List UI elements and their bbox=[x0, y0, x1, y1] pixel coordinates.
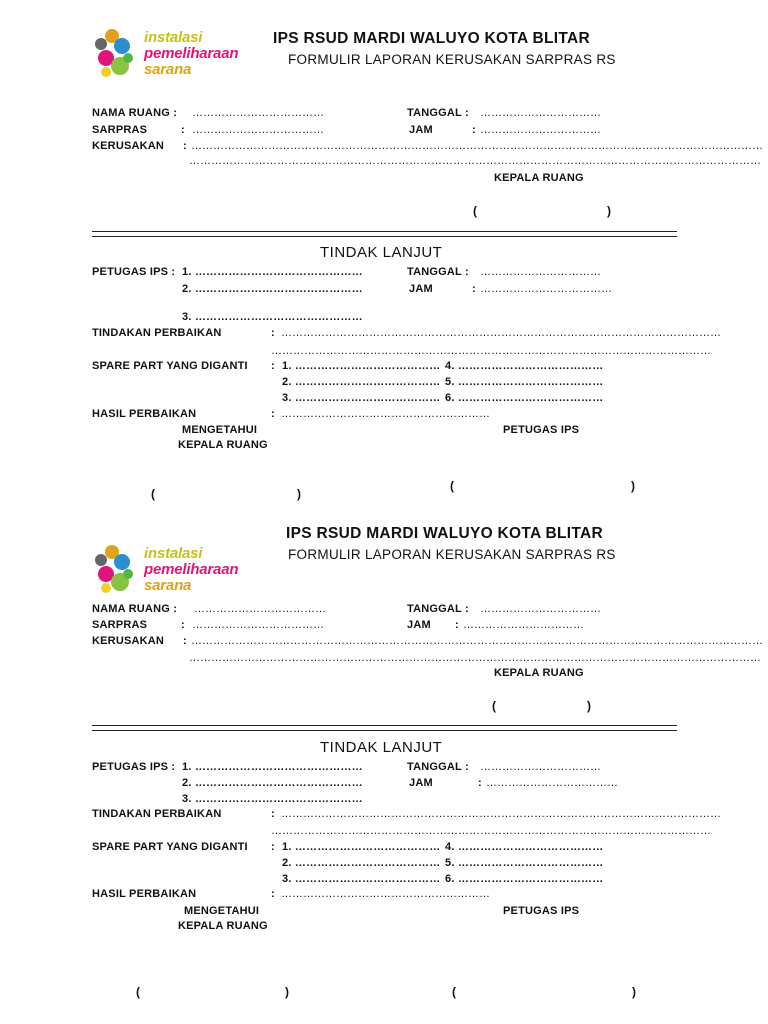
petugas-1-field[interactable]: 1. ……………………………………… bbox=[182, 266, 363, 278]
spare-part-label: SPARE PART YANG DIGANTI bbox=[92, 360, 248, 372]
logo-wordmark bbox=[144, 30, 238, 78]
spare-part-5-field[interactable]: 5. ………………………………… bbox=[445, 376, 604, 388]
tindakan-field-1[interactable]: ………………………………………………………………………………………………………… bbox=[281, 808, 721, 820]
header-title: IPS RSUD MARDI WALUYO KOTA BLITAR bbox=[273, 30, 591, 47]
spare-part-1-field[interactable]: 1. ………………………………… bbox=[282, 360, 441, 372]
petugas-signature-open-paren: ( bbox=[452, 985, 456, 999]
petugas-signature-open-paren: ( bbox=[450, 479, 454, 493]
tindakan-label: TINDAKAN PERBAIKAN bbox=[92, 808, 222, 820]
tl-tanggal-field[interactable]: …………………………… bbox=[480, 266, 601, 278]
kerusakan-colon: : bbox=[183, 140, 187, 152]
sarpras-label: SARPRAS bbox=[92, 124, 148, 136]
hospital-logo bbox=[92, 538, 252, 608]
petugas-ips-signer-label: PETUGAS IPS bbox=[503, 905, 580, 917]
spare-part-2-field[interactable]: 2. ………………………………… bbox=[282, 376, 441, 388]
spare-part-3-field[interactable]: 3. ………………………………… bbox=[282, 873, 441, 885]
spare-part-4-field[interactable]: 4. ………………………………… bbox=[445, 360, 604, 372]
sarpras-field[interactable]: ……………………………… bbox=[192, 619, 324, 631]
kepala-signature-open-paren: ( bbox=[151, 487, 155, 501]
petugas-3-field[interactable]: 3. ……………………………………… bbox=[182, 311, 363, 323]
logo-line-3: sarana bbox=[144, 577, 192, 594]
signature-open-paren: ( bbox=[492, 699, 496, 713]
spare-part-colon: : bbox=[271, 841, 275, 853]
kepala-ruang-signer-label: KEPALA RUANG bbox=[178, 439, 268, 451]
kerusakan-field-1[interactable]: ………………………………………………………………………………………………………………………………………… bbox=[191, 635, 763, 647]
tl-jam-label: JAM bbox=[409, 777, 433, 789]
kerusakan-label: KERUSAKAN bbox=[92, 635, 165, 647]
spare-part-4-field[interactable]: 4. ………………………………… bbox=[445, 841, 604, 853]
spare-part-6-field[interactable]: 6. ………………………………… bbox=[445, 873, 604, 885]
logo-line-2: pemeliharaan bbox=[144, 45, 239, 62]
tindak-lanjut-heading: TINDAK LANJUT bbox=[320, 244, 443, 261]
hasil-perbaikan-field[interactable]: ………………………………………………… bbox=[281, 408, 490, 420]
petugas-ips-label: PETUGAS IPS : bbox=[92, 266, 176, 278]
sarpras-colon: : bbox=[181, 124, 185, 136]
hasil-perbaikan-field[interactable]: ………………………………………………… bbox=[281, 888, 490, 900]
kepala-signature-close-paren: ) bbox=[297, 487, 301, 501]
hasil-perbaikan-label: HASIL PERBAIKAN bbox=[92, 888, 197, 900]
tl-jam-field[interactable]: ……………………………… bbox=[480, 283, 612, 295]
logo-line-1: instalasi bbox=[144, 29, 203, 46]
signature-open-paren: ( bbox=[473, 204, 477, 218]
nama-ruang-field[interactable]: ……………………………… bbox=[192, 107, 324, 119]
tanggal-field[interactable]: …………………………… bbox=[480, 603, 601, 615]
mengetahui-label: MENGETAHUI bbox=[184, 905, 260, 917]
tindakan-field-1[interactable]: ………………………………………………………………………………………………………… bbox=[281, 327, 721, 339]
jam-field[interactable]: …………………………… bbox=[480, 124, 601, 136]
section-divider bbox=[92, 231, 677, 237]
spare-part-colon: : bbox=[271, 360, 275, 372]
kepala-signature-close-paren: ) bbox=[285, 985, 289, 999]
signature-close-paren: ) bbox=[607, 204, 611, 218]
jam-colon: : bbox=[455, 619, 459, 631]
logo-line-1: instalasi bbox=[144, 545, 203, 562]
tindakan-colon: : bbox=[271, 808, 275, 820]
petugas-ips-label: PETUGAS IPS : bbox=[92, 761, 176, 773]
header-subtitle: FORMULIR LAPORAN KERUSAKAN SARPRAS RS bbox=[288, 547, 616, 562]
signature-close-paren: ) bbox=[587, 699, 591, 713]
kepala-ruang-signer-label: KEPALA RUANG bbox=[178, 920, 268, 932]
mengetahui-label: MENGETAHUI bbox=[182, 424, 258, 436]
jam-label: JAM bbox=[409, 124, 433, 136]
tindakan-field-2[interactable]: ………………………………………………………………………………………………………… bbox=[271, 345, 711, 357]
tanggal-label: TANGGAL : bbox=[407, 107, 469, 119]
jam-field[interactable]: …………………………… bbox=[463, 619, 584, 631]
petugas-2-field[interactable]: 2. ……………………………………… bbox=[182, 777, 363, 789]
kerusakan-field-1[interactable]: ………………………………………………………………………………………………………………………………………… bbox=[191, 140, 763, 152]
kerusakan-field-2[interactable]: ………………………………………………………………………………………………………………………………………… bbox=[189, 652, 761, 664]
nama-ruang-field[interactable]: ……………………………… bbox=[194, 603, 326, 615]
tindak-lanjut-heading: TINDAK LANJUT bbox=[320, 739, 443, 756]
tl-tanggal-label: TANGGAL : bbox=[407, 266, 469, 278]
tl-jam-colon: : bbox=[472, 283, 476, 295]
kepala-ruang-label: KEPALA RUANG bbox=[494, 667, 584, 679]
petugas-signature-close-paren: ) bbox=[632, 985, 636, 999]
logo-line-3: sarana bbox=[144, 61, 192, 78]
spare-part-6-field[interactable]: 6. ………………………………… bbox=[445, 392, 604, 404]
tanggal-field[interactable]: …………………………… bbox=[480, 107, 601, 119]
tindakan-label: TINDAKAN PERBAIKAN bbox=[92, 327, 222, 339]
spare-part-3-field[interactable]: 3. ………………………………… bbox=[282, 392, 441, 404]
spare-part-1-field[interactable]: 1. ………………………………… bbox=[282, 841, 441, 853]
jam-label: JAM bbox=[407, 619, 431, 631]
tanggal-label: TANGGAL : bbox=[407, 603, 469, 615]
kerusakan-label: KERUSAKAN bbox=[92, 140, 165, 152]
petugas-signature-close-paren: ) bbox=[631, 479, 635, 493]
hospital-logo bbox=[92, 22, 252, 92]
hasil-perbaikan-colon: : bbox=[271, 408, 275, 420]
kepala-ruang-label: KEPALA RUANG bbox=[494, 172, 584, 184]
petugas-1-field[interactable]: 1. ……………………………………… bbox=[182, 761, 363, 773]
logo-wordmark bbox=[144, 546, 238, 594]
spare-part-label: SPARE PART YANG DIGANTI bbox=[92, 841, 248, 853]
hasil-perbaikan-colon: : bbox=[271, 888, 275, 900]
petugas-2-field[interactable]: 2. ……………………………………… bbox=[182, 283, 363, 295]
petugas-3-field[interactable]: 3. ……………………………………… bbox=[182, 793, 363, 805]
header-subtitle: FORMULIR LAPORAN KERUSAKAN SARPRAS RS bbox=[288, 52, 616, 67]
spare-part-5-field[interactable]: 5. ………………………………… bbox=[445, 857, 604, 869]
nama-ruang-label: NAMA RUANG : bbox=[92, 107, 178, 119]
tindakan-colon: : bbox=[271, 327, 275, 339]
tl-tanggal-label: TANGGAL : bbox=[407, 761, 469, 773]
logo-emblem-icon bbox=[92, 540, 142, 600]
jam-colon: : bbox=[472, 124, 476, 136]
tl-tanggal-field[interactable]: …………………………… bbox=[480, 761, 601, 773]
tl-jam-field[interactable]: ……………………………… bbox=[486, 777, 618, 789]
petugas-ips-signer-label: PETUGAS IPS bbox=[503, 424, 580, 436]
logo-emblem-icon bbox=[92, 24, 142, 84]
sarpras-field[interactable]: ……………………………… bbox=[192, 124, 324, 136]
hasil-perbaikan-label: HASIL PERBAIKAN bbox=[92, 408, 197, 420]
tl-jam-label: JAM bbox=[409, 283, 433, 295]
kepala-signature-open-paren: ( bbox=[136, 985, 140, 999]
kerusakan-colon: : bbox=[183, 635, 187, 647]
kerusakan-field-2[interactable]: ………………………………………………………………………………………………………………………………………… bbox=[189, 155, 761, 167]
sarpras-label: SARPRAS bbox=[92, 619, 148, 631]
section-divider bbox=[92, 725, 677, 731]
tindakan-field-2[interactable]: ………………………………………………………………………………………………………… bbox=[271, 825, 711, 837]
tl-jam-colon: : bbox=[478, 777, 482, 789]
sarpras-colon: : bbox=[181, 619, 185, 631]
spare-part-2-field[interactable]: 2. ………………………………… bbox=[282, 857, 441, 869]
nama-ruang-label: NAMA RUANG : bbox=[92, 603, 178, 615]
logo-line-2: pemeliharaan bbox=[144, 561, 239, 578]
header-title: IPS RSUD MARDI WALUYO KOTA BLITAR bbox=[286, 525, 604, 542]
